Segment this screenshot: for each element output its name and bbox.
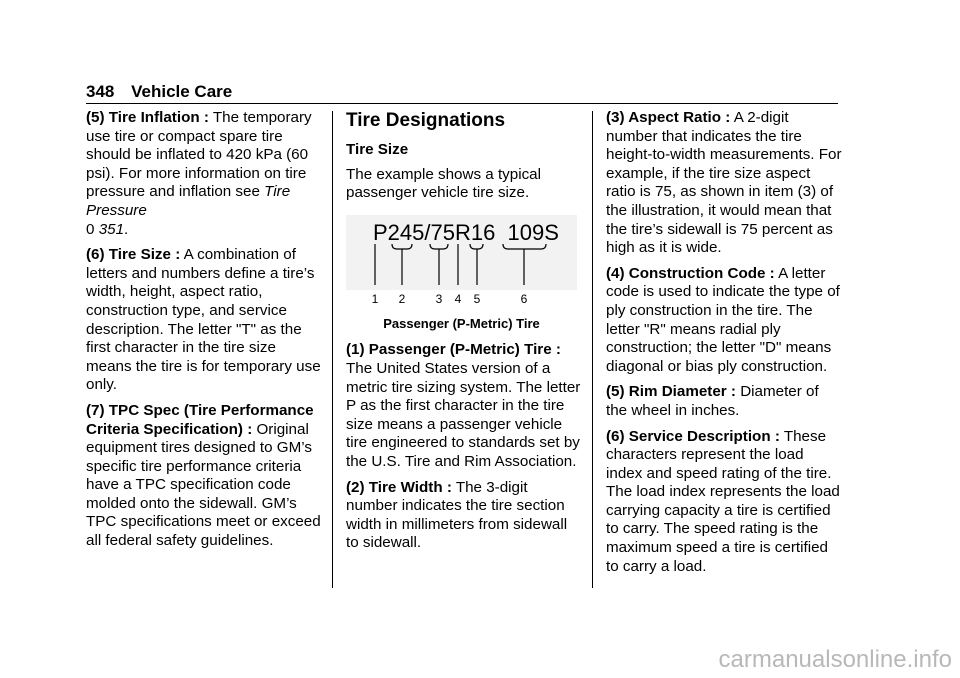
paragraph-text: A letter code is used to indicate the type of ply construction in the tire. The letter "R" means radial ply construction; the letter "D" means diagonal or bias ply construction. xyxy=(606,264,840,375)
callout-number: 6 xyxy=(520,291,528,306)
passenger-tire-paragraph xyxy=(346,341,582,471)
column-left xyxy=(86,109,322,558)
callout-number: 2 xyxy=(398,291,406,306)
callout-number: 4 xyxy=(454,291,462,306)
term-label: (1) Passenger (P-Metric) Tire : xyxy=(346,341,561,359)
paragraph-text: A 2-digit number that indicates the tire height-to-width measurements. For example, if the tire size aspect ratio is 75, as shown in item (3) of the illustration, it would mean that the tire’s sidewall is 75 percent as high as it is wide. xyxy=(606,109,842,257)
paragraph-text: The temporary use tire or compact spare tire should be inflated to 420 kPa (60 psi). For more information on tire pressure and inflation see xyxy=(86,109,312,201)
paragraph-text: The United States version of a metric tire sizing system. The letter P as the first character in the tire size means a passenger vehicle tire engineered to standards set by the U.S. Tire and Rim Association. xyxy=(346,359,581,470)
tire-size-diagram xyxy=(346,215,577,311)
term-label: (5) Rim Diameter : xyxy=(606,383,736,401)
tire-size-paragraph xyxy=(86,246,322,395)
tire-inflation-paragraph xyxy=(86,109,322,239)
paragraph-text: The 3-digit number indicates the tire section width in millimeters from sidewall to sidewall. xyxy=(346,478,568,552)
tire-size-illustration xyxy=(346,215,577,311)
paragraph-text: A combination of letters and numbers define a tire’s width, height, aspect ratio, construction type, and service description. The letter "T" as the first character in the tire size means the tire is for temporary use only. xyxy=(86,246,321,394)
page-header xyxy=(86,82,838,102)
term-label: (6) Tire Size : xyxy=(86,246,181,264)
tire-width-paragraph xyxy=(346,479,582,553)
punctuation: . xyxy=(124,220,129,238)
column-right xyxy=(606,109,842,583)
section-title: Vehicle Care xyxy=(131,82,233,101)
tire-code-text: P245/75R16 109S xyxy=(373,219,559,245)
column-middle xyxy=(346,109,582,560)
construction-code-paragraph xyxy=(606,265,842,377)
term-label: (2) Tire Width : xyxy=(346,478,452,496)
intro-paragraph: The example shows a typical passenger vehicle tire size. xyxy=(346,165,541,202)
column-divider xyxy=(592,111,593,588)
term-label: (3) Aspect Ratio : xyxy=(606,109,731,126)
page-reference-icon: 0 xyxy=(86,220,95,238)
aspect-ratio-paragraph xyxy=(606,109,842,258)
cross-reference-page[interactable]: 351 xyxy=(98,220,125,238)
service-description-paragraph xyxy=(606,428,842,577)
term-label: (5) Tire Inflation : xyxy=(86,109,209,126)
section-heading: Tire Designations xyxy=(346,110,506,131)
term-label: (4) Construction Code : xyxy=(606,264,775,282)
paragraph-text: Diameter of the wheel in inches. xyxy=(606,383,819,419)
cross-reference-link[interactable]: Tire Pressure xyxy=(86,183,291,219)
paragraph-text: These characters represent the load index and speed rating of the tire. The load index represents the load carrying capacity a tire is certified to carry. The speed rating is the maximum speed a tire is certified to carry a load. xyxy=(606,427,840,575)
rim-diameter-paragraph xyxy=(606,383,842,420)
figure-caption: Passenger (P-Metric) Tire xyxy=(383,315,540,331)
term-label: (7) TPC Spec (Tire Performance Criteria Specification) : xyxy=(86,401,314,438)
callout-number: 5 xyxy=(473,291,481,306)
header-divider xyxy=(86,103,838,104)
subsection-heading: Tire Size xyxy=(346,141,409,158)
page-number: 348 xyxy=(86,82,115,101)
watermark-text: carmanualsonline.info xyxy=(718,646,952,673)
callout-number: 3 xyxy=(435,291,443,306)
tpc-spec-paragraph xyxy=(86,402,322,551)
term-label: (6) Service Description : xyxy=(606,427,780,445)
paragraph-text: Original equipment tires designed to GM’s specific tire performance criteria have a TPC specification code molded onto the sidewall. GM’s TPC specifications meet or exceed all federal safety guidelines. xyxy=(86,420,321,550)
column-divider xyxy=(332,111,333,588)
callout-number: 1 xyxy=(371,291,379,306)
